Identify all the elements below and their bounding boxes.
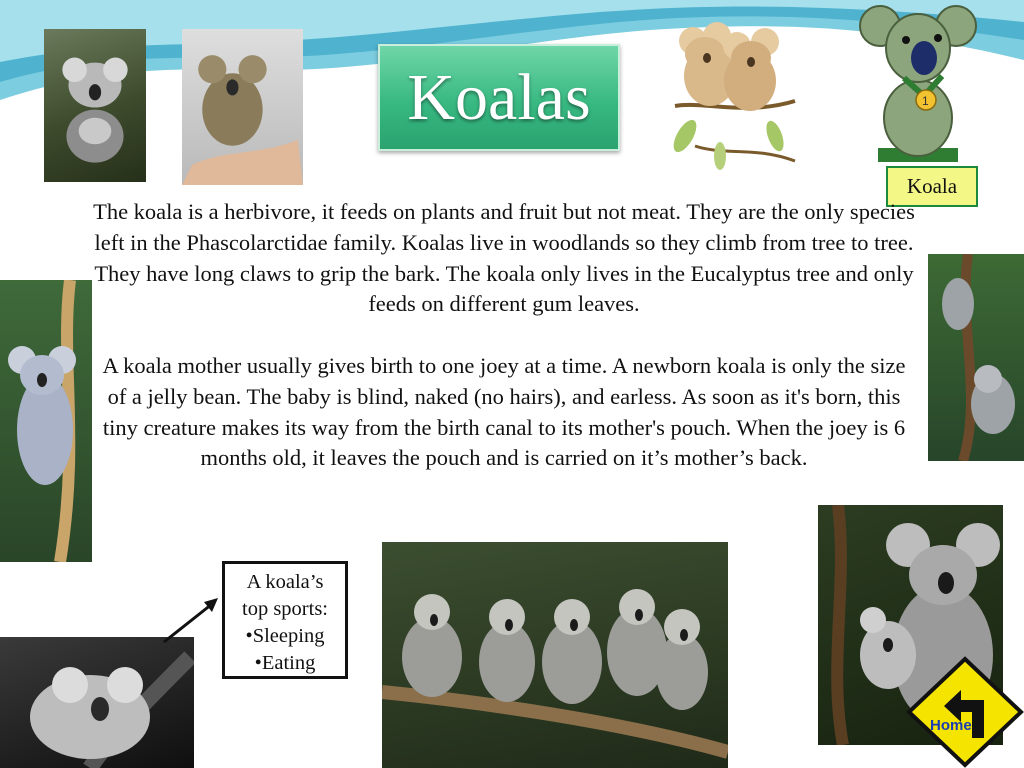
body-text — [92, 197, 916, 474]
home-button[interactable] — [906, 656, 1024, 768]
sleeping-koala-bw-photo — [0, 637, 194, 768]
callout-line: •Eating — [254, 652, 316, 674]
koala-on-branch-photo-left — [0, 280, 92, 562]
paragraph-reproduction: A koala mother usually gives birth to one joey at a time. A newborn koala is only the size of a jelly bean. The baby is blind, naked (no hairs), and earless. As soon as it's born, this tiny creature makes its way from the birth canal to its mother's pouch. When the joey is 6 months old, it leaves the pouch and is carried on it’s mother’s back. — [102, 352, 906, 471]
callout-line: top sports: — [242, 598, 328, 620]
top-sports-callout — [222, 561, 348, 679]
page-title: Koalas — [407, 60, 591, 134]
koala-label-box: Koala — [886, 166, 978, 207]
callout-line: •Sleeping — [245, 625, 325, 647]
koala-photo-top-left — [44, 29, 146, 182]
koalas-in-tree-photo-right — [928, 254, 1024, 461]
arrow-icon — [160, 596, 222, 644]
title-box — [378, 44, 620, 151]
koala-baby-in-hand-photo — [182, 29, 303, 185]
medal-koala-clipart — [858, 0, 978, 165]
callout-line: A koala’s — [246, 571, 324, 593]
svg-text:1: 1 — [922, 94, 929, 108]
hugging-koalas-clipart — [655, 6, 805, 181]
paragraph-diet-habitat: The koala is a herbivore, it feeds on plants and fruit but not meat. They are the only species left in the Phascolarctidae family. Koalas live in woodlands so they climb from tree to tree. They have long claws to grip the bark. The koala only lives in the Eucalyptus tree and only feeds on different gum leaves. — [93, 199, 915, 317]
home-label: Home — [930, 717, 972, 734]
koala-group-on-branch-photo — [382, 542, 728, 768]
